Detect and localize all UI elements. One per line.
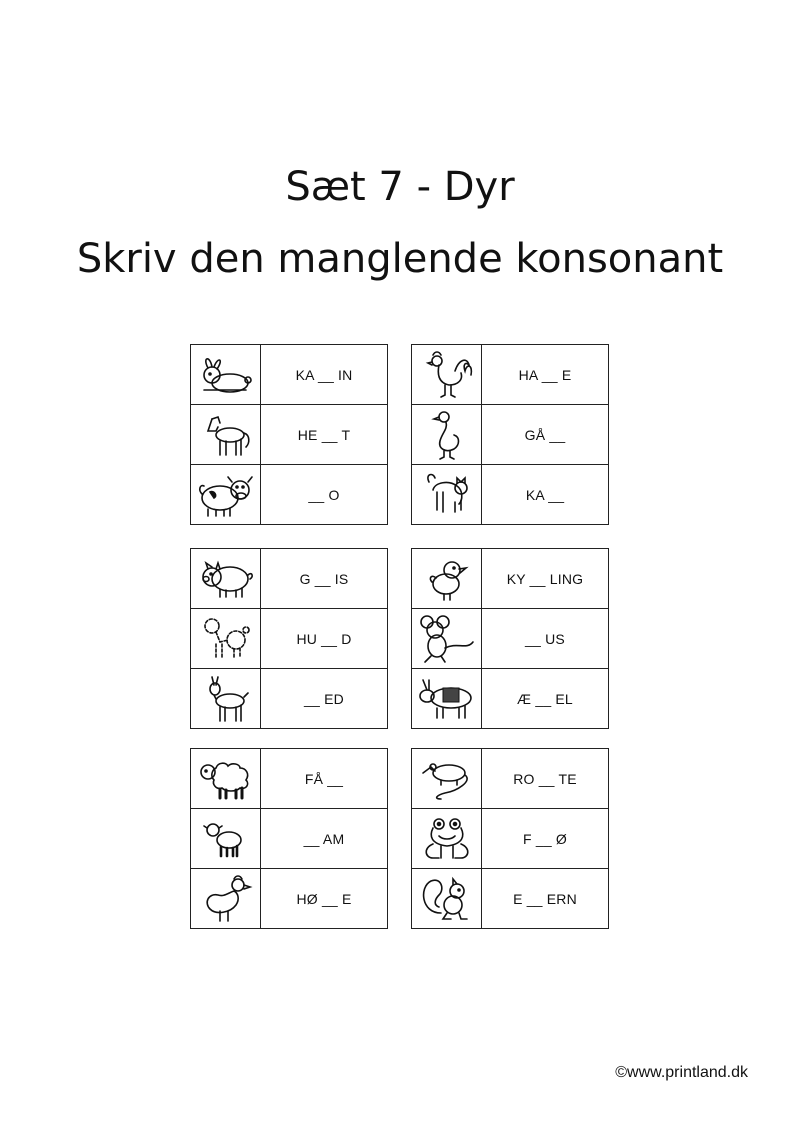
picture-cell bbox=[191, 869, 261, 929]
picture-cell bbox=[191, 809, 261, 869]
word-table bbox=[190, 748, 388, 929]
pig-icon bbox=[196, 557, 256, 601]
word-with-gap: G __ IS bbox=[261, 549, 388, 609]
picture-cell bbox=[191, 405, 261, 465]
word-with-gap: HØ __ E bbox=[261, 869, 388, 929]
page-title: Sæt 7 - Dyr bbox=[285, 164, 515, 210]
word-table bbox=[411, 344, 609, 525]
table-row bbox=[191, 749, 388, 809]
table-row bbox=[191, 609, 388, 669]
table-row bbox=[191, 809, 388, 869]
word-with-gap: HE __ T bbox=[261, 405, 388, 465]
picture-cell bbox=[412, 809, 482, 869]
picture-cell bbox=[412, 669, 482, 729]
table-row bbox=[191, 869, 388, 929]
table-row bbox=[191, 465, 388, 525]
word-with-gap: RO __ TE bbox=[482, 749, 609, 809]
word-with-gap: KA __ IN bbox=[261, 345, 388, 405]
sheep-icon bbox=[196, 756, 256, 802]
rabbit-icon bbox=[198, 353, 254, 397]
cow-icon bbox=[196, 472, 256, 518]
chick-icon bbox=[422, 556, 472, 602]
table-row bbox=[412, 549, 609, 609]
word-with-gap: __ US bbox=[482, 609, 609, 669]
word-with-gap: HA __ E bbox=[482, 345, 609, 405]
goose-icon bbox=[422, 409, 472, 461]
word-with-gap: HU __ D bbox=[261, 609, 388, 669]
poodle-icon bbox=[198, 614, 254, 664]
rat-icon bbox=[417, 755, 477, 803]
picture-cell bbox=[412, 869, 482, 929]
word-with-gap: E __ ERN bbox=[482, 869, 609, 929]
word-with-gap: __ ED bbox=[261, 669, 388, 729]
hen-icon bbox=[198, 873, 254, 925]
picture-cell bbox=[412, 609, 482, 669]
table-row bbox=[191, 669, 388, 729]
word-table bbox=[411, 548, 609, 729]
table-row bbox=[412, 405, 609, 465]
picture-cell bbox=[191, 669, 261, 729]
table-row bbox=[191, 549, 388, 609]
word-with-gap: GÅ __ bbox=[482, 405, 609, 465]
picture-cell bbox=[191, 345, 261, 405]
word-table bbox=[411, 748, 609, 929]
horse-icon bbox=[198, 411, 254, 459]
picture-cell bbox=[412, 549, 482, 609]
table-row bbox=[412, 809, 609, 869]
donkey-icon bbox=[415, 676, 479, 722]
picture-cell bbox=[412, 465, 482, 525]
picture-cell bbox=[412, 749, 482, 809]
table-row bbox=[412, 609, 609, 669]
squirrel-icon bbox=[417, 873, 477, 925]
picture-cell bbox=[191, 465, 261, 525]
picture-cell bbox=[191, 549, 261, 609]
table-row bbox=[412, 869, 609, 929]
word-with-gap: __ O bbox=[261, 465, 388, 525]
frog-icon bbox=[419, 814, 475, 864]
page-subtitle: Skriv den manglende konsonant bbox=[76, 236, 724, 282]
picture-cell bbox=[412, 405, 482, 465]
table-row bbox=[191, 345, 388, 405]
word-with-gap: KA __ bbox=[482, 465, 609, 525]
word-with-gap: Æ __ EL bbox=[482, 669, 609, 729]
lamb-icon bbox=[201, 816, 251, 862]
mouse-icon bbox=[417, 612, 477, 666]
word-with-gap: KY __ LING bbox=[482, 549, 609, 609]
word-table bbox=[190, 548, 388, 729]
table-row bbox=[191, 405, 388, 465]
word-table bbox=[190, 344, 388, 525]
picture-cell bbox=[191, 749, 261, 809]
word-with-gap: __ AM bbox=[261, 809, 388, 869]
table-row bbox=[412, 669, 609, 729]
table-row bbox=[412, 345, 609, 405]
word-with-gap: F __ Ø bbox=[482, 809, 609, 869]
cat-icon bbox=[419, 470, 475, 520]
goat-icon bbox=[198, 673, 254, 725]
copyright-footer: ©www.printland.dk bbox=[615, 1064, 748, 1081]
picture-cell bbox=[191, 609, 261, 669]
picture-cell bbox=[412, 345, 482, 405]
word-with-gap: FÅ __ bbox=[261, 749, 388, 809]
table-row bbox=[412, 465, 609, 525]
table-row bbox=[412, 749, 609, 809]
rooster-icon bbox=[419, 349, 475, 401]
